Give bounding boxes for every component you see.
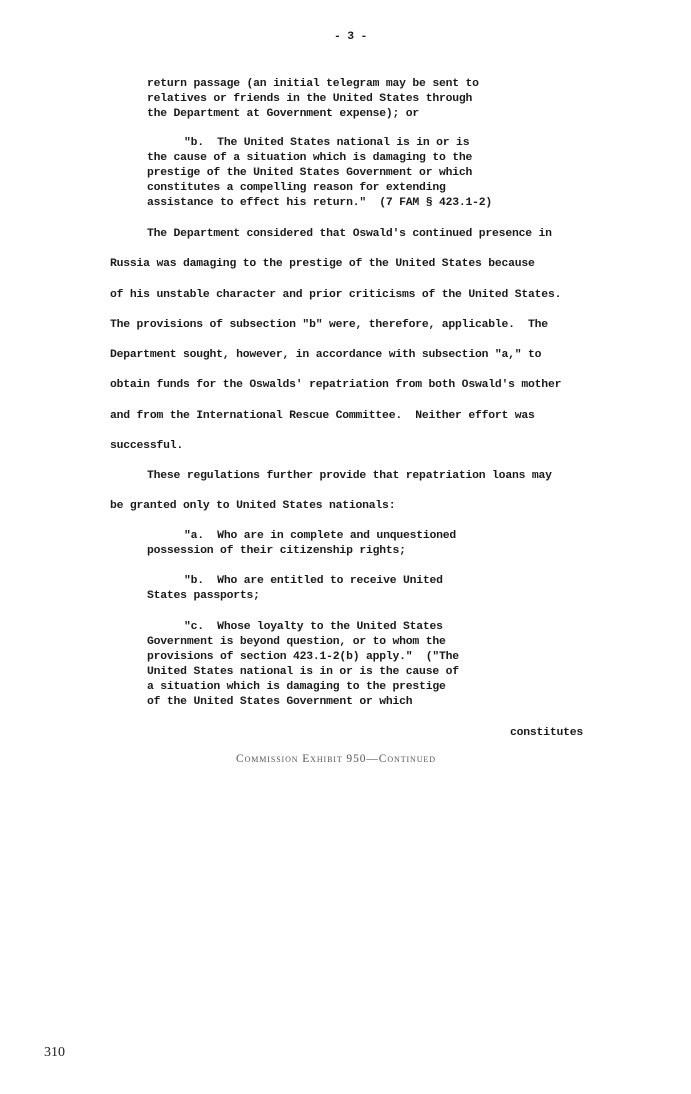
text-line: "b. The United States national is in or is <box>184 137 470 149</box>
paragraph-department-considered <box>110 227 561 469</box>
text-line: successful. <box>110 440 183 453</box>
quoted-list-item-c <box>147 620 459 710</box>
quoted-passage-b <box>147 136 492 211</box>
text-line: These regulations further provide that repatriation loans may <box>147 470 552 482</box>
text-line: of the United States Government or which <box>147 696 413 708</box>
quoted-passage-a-continued <box>147 77 479 122</box>
text-line: assistance to effect his return." (7 FAM § 423.1-2) <box>147 197 493 209</box>
text-line: United States national is in or is the cause of <box>147 666 459 678</box>
quoted-list-item-b <box>147 574 443 604</box>
text-line: Russia was damaging to the prestige of the United States because <box>110 258 535 271</box>
text-line: and from the International Rescue Committee. Neither effort was <box>110 409 535 422</box>
text-line: Department sought, however, in accordance with subsection "a," to <box>110 349 542 362</box>
text-line: The provisions of subsection "b" were, therefore, applicable. The <box>110 318 548 331</box>
text-line: "b. Who are entitled to receive United <box>184 575 443 587</box>
text-line: The Department considered that Oswald's continued presence in <box>147 228 552 240</box>
text-line: relatives or friends in the United States through <box>147 93 473 105</box>
text-line: constitutes a compelling reason for extending <box>147 182 446 194</box>
text-line: provisions of section 423.1-2(b) apply." ("The <box>147 651 459 663</box>
exhibit-caption: Commission Exhibit 950—Continued <box>236 753 436 765</box>
text-line: Government is beyond question, or to whom the <box>147 636 446 648</box>
page-marker: - 3 - <box>334 31 368 43</box>
text-line: of his unstable character and prior criticisms of the United States. <box>110 288 562 301</box>
text-line: obtain funds for the Oswalds' repatriation from both Oswald's mother <box>110 379 562 392</box>
text-line: States passports; <box>147 590 260 602</box>
text-line: the cause of a situation which is damaging to the <box>147 152 473 164</box>
quoted-list-item-a <box>147 529 456 559</box>
text-line: be granted only to United States nationals: <box>110 500 396 513</box>
catchword: constitutes <box>510 727 583 739</box>
text-line: return passage (an initial telegram may be sent to <box>147 78 479 90</box>
text-line: a situation which is damaging to the prestige <box>147 681 446 693</box>
text-line: the Department at Government expense); or <box>147 108 420 120</box>
text-line: "c. Whose loyalty to the United States <box>184 621 443 633</box>
paragraph-regulations-provide <box>110 469 552 530</box>
text-line: possession of their citizenship rights; <box>147 545 406 557</box>
text-line: "a. Who are in complete and unquestioned <box>184 530 457 542</box>
text-line: prestige of the United States Government or which <box>147 167 473 179</box>
page-number: 310 <box>44 1045 65 1060</box>
